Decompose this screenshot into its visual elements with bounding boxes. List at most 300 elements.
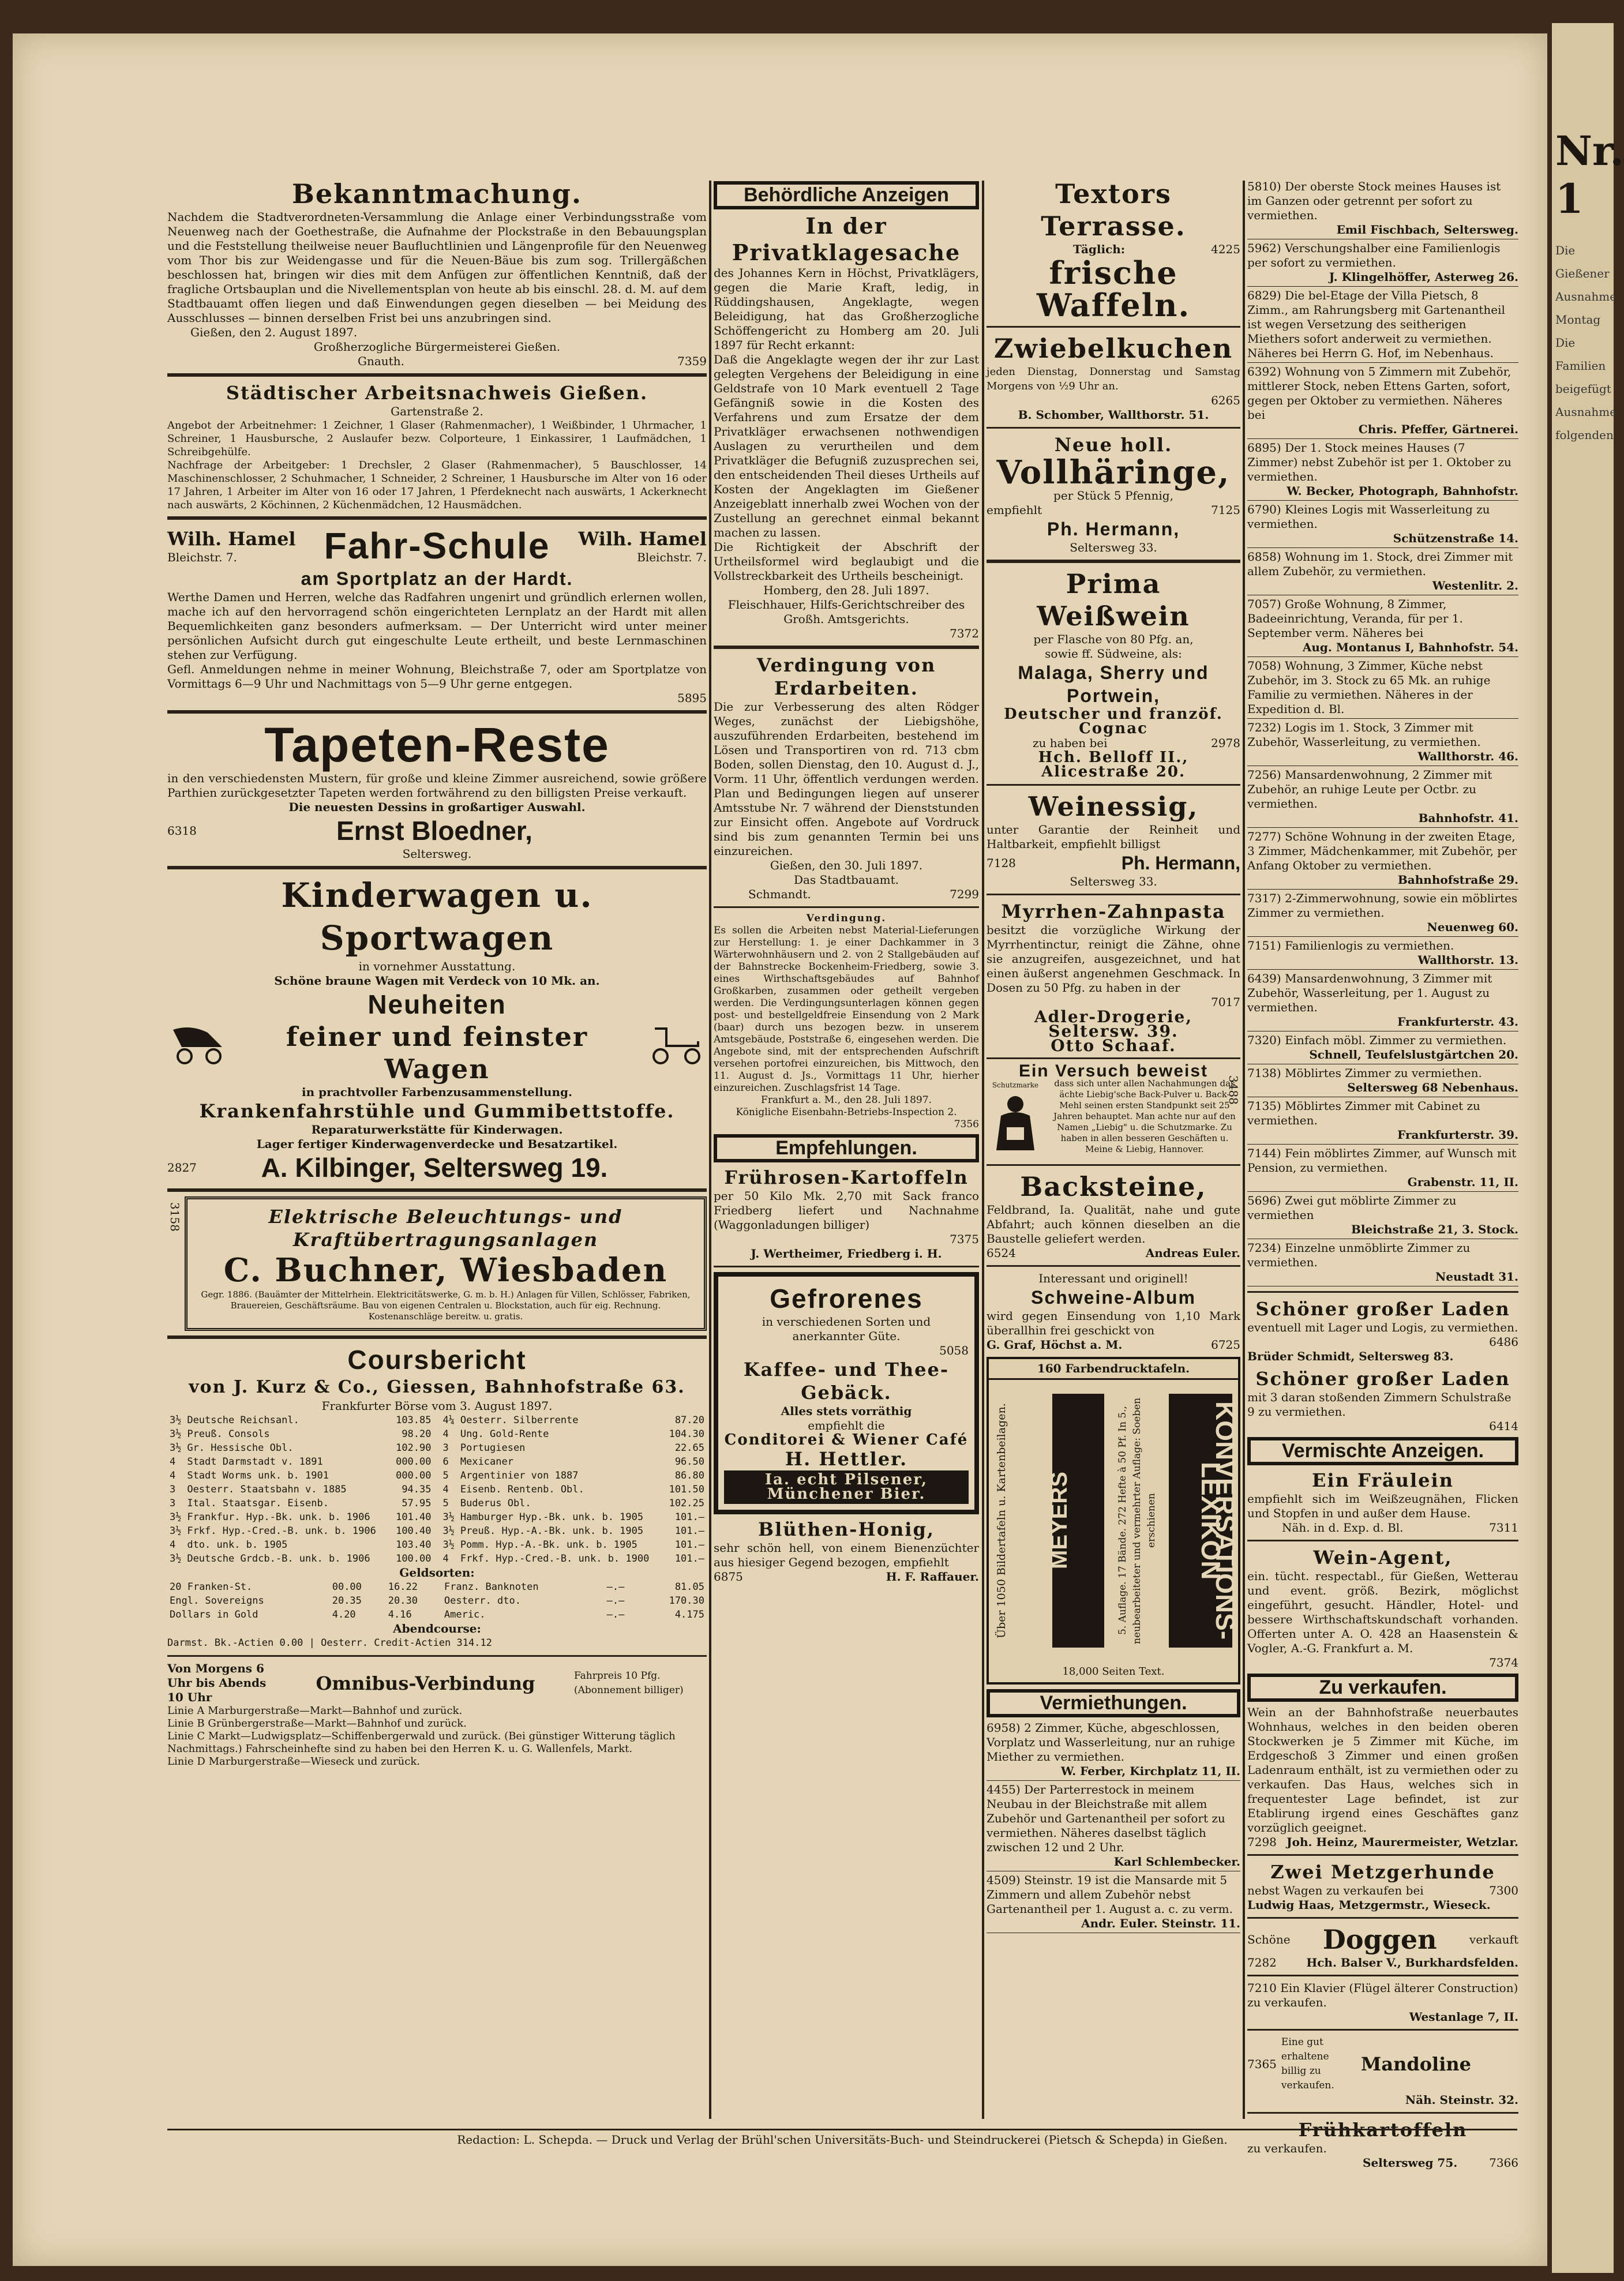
address: Seltersweg 33. bbox=[1070, 875, 1157, 888]
divider bbox=[167, 1188, 707, 1192]
address: Näh. Steinstr. 32. bbox=[1405, 2093, 1518, 2107]
lexikon-side: Über 1050 Bildertafeln u. Kartenbeilagen. bbox=[995, 1403, 1008, 1638]
ad-number: 7375 bbox=[950, 1232, 979, 1246]
rental-contact: Bahnhofstr. 41. bbox=[1418, 811, 1518, 825]
line2: sowie ff. Südweine, als: bbox=[1045, 647, 1182, 661]
divider bbox=[987, 894, 1240, 895]
ad-number: 6790) bbox=[1247, 502, 1285, 516]
rate-percent: 20 Franken-St. bbox=[170, 1581, 253, 1593]
rental-contact: Westenlitr. 2. bbox=[1432, 579, 1518, 592]
price: per Stück 5 Pfennig, bbox=[1053, 489, 1173, 502]
line1: Eine gut erhaltene billig zu verkaufen. bbox=[1281, 2036, 1334, 2091]
rate-value: 102.90 bbox=[396, 1442, 432, 1454]
rate-row bbox=[167, 1483, 434, 1496]
divider bbox=[1247, 936, 1518, 937]
rental-ad bbox=[1247, 1033, 1518, 1062]
line6: Ia. echt Pilsener, Münchener Bier. bbox=[724, 1470, 969, 1504]
label: Schutzmarke bbox=[992, 1081, 1039, 1089]
rate-security: Stadt Darmstadt v. 1891 bbox=[187, 1456, 323, 1468]
ad-number: 7282 bbox=[1247, 1956, 1277, 1969]
rental-text: Der Parterrestock in meinem Neubau in der Bleichstraße mit allem Zubehör und Gartenantheil per sofort zu vermiethen. Näheres daselbst täglich zwischen 12 und 2 Uhr. bbox=[987, 1783, 1225, 1854]
heading: Tapeten-Reste bbox=[264, 718, 610, 772]
heading: Doggen bbox=[1322, 1924, 1437, 1955]
rate-percent: 3½ bbox=[170, 1511, 182, 1523]
rate-row bbox=[167, 1510, 434, 1524]
rental-ad bbox=[1247, 1194, 1518, 1237]
rate-row bbox=[441, 1524, 707, 1538]
rate-row bbox=[167, 1580, 707, 1594]
divider bbox=[1247, 1540, 1518, 1541]
abend: Darmst. Bk.-Actien 0.00 | Oesterr. Credit-Actien 314.12 bbox=[167, 1637, 492, 1649]
body2: Daß die Angeklagte wegen der ihr zur Last gelegten Vergehens der Beleidigung in eine Geldstrafe von 10 Mark eventuell 2 Tage Gefängniß sowie in die Kosten des Verfahrens und zum Ersatze der dem Privatkläger erwachsenen nothwendigen Auslagen zu verurtheilen und dem Privatkläger die Befugniß zuzusprechen sei, den entscheidenden Theil dieses Urtheils auf Kosten der Angeklagten im Gießener Anzeigeblatt innerhalb zwei Wochen von der Zustellung an gerechnet einmal bekannt machen zu lassen. bbox=[714, 352, 979, 539]
rates-table-left bbox=[167, 1413, 434, 1566]
ad-number: 7017 bbox=[1211, 995, 1240, 1009]
name: Schmandt. bbox=[748, 887, 811, 901]
rate-percent: 4 bbox=[442, 1428, 449, 1440]
rental-text: Mansardenwohnung, 3 Zimmer mit Zubehör, Wasserleitung, per 1. August zu vermiethen. bbox=[1247, 971, 1492, 1014]
times: Von Morgens 6 Uhr bis Abends 10 Uhr bbox=[167, 1661, 267, 1704]
ad-number: 7128 bbox=[987, 856, 1016, 870]
rental-ad bbox=[1247, 550, 1518, 593]
pram-icon bbox=[167, 1024, 231, 1064]
divider bbox=[714, 906, 979, 908]
body: besitzt die vorzügliche Wirkung der Myrrhentinctur, reinigt die Zähne, ohne sie anzugreifen, ausgezeichnet, und hat einen äußerst angenehmen Geschmack. In Dosen zu 50 Pfg. zu haben in der bbox=[987, 923, 1240, 995]
divider bbox=[714, 1266, 979, 1267]
column-rule bbox=[709, 181, 711, 2119]
divider bbox=[167, 516, 707, 520]
rental-text: Mansardenwohnung, 2 Zimmer mit Zubehör, an ruhige Leute per Octbr. zu vermiethen. bbox=[1247, 768, 1492, 811]
daily: Täglich: bbox=[1073, 242, 1126, 256]
erdarbeiten bbox=[714, 654, 979, 902]
rate-security: —.— bbox=[606, 1581, 625, 1593]
subheading: Frankfurter Börse vom 3. August 1897. bbox=[321, 1399, 553, 1413]
ad-number: 7058) bbox=[1247, 659, 1285, 673]
divider bbox=[1247, 1291, 1518, 1293]
ad-number: 6318 bbox=[167, 823, 197, 838]
rental-ad bbox=[1247, 1099, 1518, 1142]
ad-number: 7311 bbox=[1489, 1521, 1518, 1535]
line6: Reparaturwerkstätte für Kinderwagen. bbox=[311, 1123, 563, 1136]
rate-security: Ital. Staatsgar. Eisenb. bbox=[187, 1498, 329, 1509]
divider bbox=[987, 326, 1240, 328]
rental-ad bbox=[1247, 241, 1518, 284]
rental-text: Logis im 1. Stock, 3 Zimmer mit Zubehör, Wasserleitung, zu vermiethen. bbox=[1247, 721, 1481, 749]
rental-text: Möblirtes Zimmer mit Cabinet zu vermiethen. bbox=[1247, 1099, 1480, 1127]
name: G. Graf, Höchst a. M. bbox=[987, 1338, 1123, 1352]
rental-ad bbox=[1247, 365, 1518, 437]
line2: Kraftübertragungsanlagen bbox=[292, 1229, 599, 1251]
rate-row bbox=[441, 1441, 707, 1455]
section-header: Empfehlungen. bbox=[714, 1134, 979, 1162]
rate-value: 102.25 bbox=[669, 1498, 704, 1509]
body: mit 3 daran stoßenden Zimmern Schulstraße 9 zu vermiethen. bbox=[1247, 1390, 1512, 1419]
ad-number: 6875 bbox=[714, 1570, 743, 1584]
rate-value: 57.95 bbox=[402, 1498, 432, 1509]
omnibus-lines bbox=[167, 1705, 707, 1768]
rate-value: 101.40 bbox=[396, 1511, 432, 1523]
name: Hch. Belloff II., Alicestraße 20. bbox=[1038, 749, 1189, 781]
heading: Schöner großer Laden bbox=[1255, 1368, 1510, 1390]
rental-text: Der 1. Stock meines Hauses (7 Zimmer) nebst Zubehör ist per 1. Oktober zu vermiethen. bbox=[1247, 441, 1512, 483]
ad-number: 7256) bbox=[1247, 768, 1285, 782]
rental-ad bbox=[1247, 768, 1518, 826]
name: H. Hettler. bbox=[785, 1448, 908, 1470]
body3: Die Richtigkeit der Abschrift der Urtheilsformel wird beglaubigt und die Vollstreckbarkeit des Urtheils bescheinigt. bbox=[714, 540, 979, 583]
rate-security: Oesterr. dto. bbox=[444, 1595, 521, 1607]
body: eventuell mit Lager und Logis, zu vermiethen. bbox=[1247, 1320, 1518, 1334]
rate-row bbox=[167, 1552, 434, 1566]
body: dass sich unter allen Nachahmungen das ächte Liebig'sche Back-Pulver u. Back-Mehl seinen ersten Standpunkt seit 25 Jahren behauptet. Man achte nur auf den Namen „Liebig" u. die Schutzmarke. Zu haben in allen besseren Geschäften u. Meine & Liebig, Hannover. bbox=[1053, 1078, 1236, 1154]
line: Die neuesten Dessins in großartiger Auswahl. bbox=[288, 800, 586, 814]
weinagent-ad bbox=[1247, 1546, 1518, 1670]
adjacent-page-line: Ausnahme bbox=[1555, 405, 1617, 419]
ad-number: 7151) bbox=[1247, 939, 1285, 952]
ad-number: 7320) bbox=[1247, 1033, 1285, 1047]
weisswein-ad bbox=[987, 568, 1240, 779]
rate-value: 103.40 bbox=[396, 1539, 432, 1551]
rental-contact: Wallthorstr. 13. bbox=[1417, 953, 1518, 967]
rate-security: 4.20 bbox=[332, 1609, 356, 1620]
body: Nachdem die Stadtverordneten-Versammlung die Anlage einer Verbindungsstraße vom Neuenweg nach der Goethestraße, die Aufnahme der Plockstraße in den Bebauungsplan und die Feststellung theilweise neuer Baufluchtlinien und Längenprofile für den Neuenweg vom Thor bis zur Weidengasse und für die Neuen-Bäue bis zum sog. Trillergäßchen beschlossen hat, bringen wir dies mit dem Anfügen zur öffentlichen Kenntniß, daß der fragliche Ortsbauplan und die Nivellementsplan von heute ab bis einschl. 28. d. M. auf dem Stadtbauamt offen liegen und daß Einwendungen gegen dieselben — bei Meidung des Ausschlusses — binnen derselben Frist bei uns anzubringen sind. bbox=[167, 210, 707, 325]
rate-security: Frkf. Hyp.-Cred.-B. unk. b. 1900 bbox=[460, 1553, 650, 1565]
heading: Schöner großer Laden bbox=[1255, 1298, 1510, 1320]
heading: Schweine-Album bbox=[1031, 1287, 1196, 1308]
rate-row bbox=[441, 1552, 707, 1566]
heading: Kinderwagen u. Sportwagen bbox=[281, 876, 593, 958]
sportwagen-icon bbox=[643, 1024, 707, 1064]
divider bbox=[987, 1164, 1240, 1166]
rate-security: Stadt Worms unk. b. 1901 bbox=[187, 1470, 329, 1481]
section-header: Vermiethungen. bbox=[987, 1689, 1240, 1717]
name: B. Schomber, Wallthorstr. 51. bbox=[1018, 408, 1209, 422]
rental-contact: Wallthorstr. 46. bbox=[1417, 749, 1518, 763]
ad-number: 6414 bbox=[1489, 1419, 1518, 1433]
ad-number: 6858) bbox=[1247, 550, 1285, 564]
lexikon-ad bbox=[987, 1357, 1240, 1685]
body: des Johannes Kern in Höchst, Privatklägers, gegen die Marie Kraft, ledig, in Rüddingshausen, Angeklagte, wegen Beleidigung, hat das Großherzogliche Schöffengericht zu Homberg am 20. Juli 1897 für Recht erkannt: bbox=[714, 266, 979, 352]
body: Wein an der Bahnhofstraße neuerbautes Wohnhaus, welches in den beiden oberen Stockwerken je 5 Zimmer mit Küche, im Erdgeschoß 3 Zimmer und einen großen Ladenraum enthält, ist zu vermiethen oder zu verkaufen. Das Haus, welches sich in frequentester Lage befindet, ist zur Etablirung irgend eines Geschäftes ganz vorzüglich geeignet. bbox=[1247, 1705, 1518, 1834]
ad-number: 5962) bbox=[1247, 241, 1285, 255]
line1: per Flasche von 80 Pfg. an, bbox=[1033, 632, 1194, 646]
rental-ad bbox=[1247, 721, 1518, 764]
rate-security: Oesterr. Silberrente bbox=[460, 1415, 579, 1426]
mandoline-ad bbox=[1247, 2035, 1518, 2107]
ad-number: 7057) bbox=[1247, 597, 1285, 611]
rate-row bbox=[441, 1469, 707, 1483]
body: sehr schön hell, von einem Bienenzüchter aus hiesiger Gegend bezogen, empfiehlt bbox=[714, 1541, 979, 1569]
rental-ad bbox=[1247, 659, 1518, 716]
rental-text: Familienlogis zu vermiethen. bbox=[1285, 939, 1454, 952]
adjacent-page-edge bbox=[1552, 23, 1624, 2273]
heading: Ein Versuch beweist bbox=[1018, 1061, 1209, 1081]
heading: Myrrhen-Zahnpasta bbox=[1001, 901, 1226, 922]
rate-row bbox=[167, 1427, 434, 1441]
rate-value: 100.40 bbox=[396, 1525, 432, 1537]
line1: Neue holl. bbox=[1054, 434, 1173, 456]
divider bbox=[1247, 718, 1518, 719]
doggen-ad bbox=[1247, 1923, 1518, 1970]
rental-ad bbox=[1247, 1146, 1518, 1190]
rate-value: 98.20 bbox=[402, 1428, 432, 1440]
gefrorenes-ad bbox=[714, 1272, 979, 1514]
myrrhen-ad bbox=[987, 900, 1240, 1053]
body: Es sollen die Arbeiten nebst Material-Lieferungen zur Herstellung: 1. je einer Dachkammer in 3 Wärterwohnhäusern und 2. von 2 Stallgebäuden auf der Bahnstrecke Bockenheim-Friedberg, sowie 3. eines Wirthschaftsgebäudes auf Bahnhof Großkarben, zusammen oder getheilt vergeben werden. Die Verdingungsunterlagen können gegen post- und bestellgeldfreie Einsendung von 2 Mark (baar) durch uns bezogen bezw. in unserem Amtsgebäude, Poststraße 6, eingesehen werden. Die Angebote sind, mit der entsprechenden Aufschrift versehen portofrei einzureichen, bis Mittwoch, den 11. August d. Js., Vormittags 11 Uhr, hierher einzureichen. Zuschlagsfrist 14 Tage. bbox=[714, 925, 979, 1094]
address: Näh. in d. Exp. d. Bl. bbox=[1282, 1521, 1404, 1535]
rental-contact: Bleichstraße 21, 3. Stock. bbox=[1351, 1222, 1518, 1236]
heading: Frührosen-Kartoffeln bbox=[724, 1166, 969, 1188]
side-number: 3488 bbox=[1227, 1075, 1240, 1105]
lexikon-foot: 18,000 Seiten Text. bbox=[1062, 1665, 1165, 1678]
line2: verkauft bbox=[1469, 1932, 1518, 1946]
divider bbox=[1247, 1144, 1518, 1145]
ad-number: 6829) bbox=[1247, 288, 1285, 302]
ad-number: 7374 bbox=[1489, 1656, 1518, 1670]
line: frische Waffeln. bbox=[1036, 254, 1191, 324]
rental-contact: Schützenstraße 14. bbox=[1393, 531, 1518, 545]
name: Ph. Hermann, bbox=[1047, 519, 1180, 539]
heading: Verdingung von Erdarbeiten. bbox=[756, 654, 936, 699]
ad-number: 5810) bbox=[1247, 179, 1285, 193]
fare: Fahrpreis 10 Pfg. (Abonnement billiger) bbox=[573, 1670, 684, 1696]
divider bbox=[1247, 1917, 1518, 1919]
name: J. Wertheimer, Friedberg i. H. bbox=[751, 1247, 942, 1260]
rate-security: Gr. Hessische Obl. bbox=[187, 1442, 294, 1454]
rate-value: 101.— bbox=[674, 1553, 704, 1565]
heading: Zwiebelkuchen bbox=[993, 333, 1233, 364]
small-print: Gegr. 1886. (Bauämter der Mittelrhein. Elektricitätswerke, G. m. b. H.) Anlagen für Villen, Schlösser, Fabriken, Brauereien, Geschäftsräume. Bau von eigenen Centralen u. Blockstation, auch für eig. Rechnung. Kostenanschläge bereitw. u. gratis. bbox=[201, 1289, 691, 1322]
ad-number: 7234) bbox=[1247, 1241, 1285, 1255]
rental-ad bbox=[1247, 597, 1518, 655]
rate-row bbox=[441, 1427, 707, 1441]
adjacent-page-line: beigefügt bbox=[1555, 382, 1611, 396]
adjacent-page-line: Ausnahme bbox=[1555, 290, 1617, 303]
rental-contact: Bahnhofstraße 29. bbox=[1397, 873, 1518, 887]
rate-value: 81.05 bbox=[674, 1581, 704, 1593]
signer: Das Stadtbauamt. bbox=[794, 873, 899, 887]
divider bbox=[167, 1655, 707, 1657]
backsteine-ad bbox=[987, 1170, 1240, 1260]
column-4 bbox=[1247, 178, 1518, 2174]
rental-contact: Frankfurterstr. 39. bbox=[1397, 1128, 1518, 1142]
line7: Lager fertiger Kinderwagenverdecke und Besatzartikel. bbox=[256, 1137, 618, 1151]
omnibus-line: Linie C Markt—Ludwigsplatz—Schiffenbergerwald und zurück. (Bei günstiger Witterung täglich Nachmittags.) Fahrscheinhefte sind zu haben bei den Herren K. u. G. Wallenfels, Markt. bbox=[167, 1730, 676, 1755]
rate-percent: 4¼ bbox=[442, 1415, 455, 1426]
divider bbox=[987, 1780, 1240, 1781]
body: nebst Wagen zu verkaufen bei bbox=[1247, 1884, 1424, 1897]
line3: Malaga, Sherry und Portwein, bbox=[1018, 662, 1209, 706]
divider bbox=[167, 866, 707, 869]
omnibus-line: Linie A Marburgerstraße—Markt—Bahnhof und zurück. bbox=[167, 1705, 463, 1717]
divider bbox=[987, 1265, 1240, 1267]
line5: Krankenfahrstühle und Gummibettstoffe. bbox=[199, 1100, 675, 1122]
rate-value: 100.00 bbox=[396, 1553, 432, 1565]
divider bbox=[1247, 969, 1518, 970]
rate-row bbox=[441, 1483, 707, 1496]
rate-row bbox=[441, 1413, 707, 1427]
geld-heading: Geldsorten: bbox=[399, 1566, 475, 1580]
body: Die zur Verbesserung des alten Rödger Weges, zunächst der Liebigshöhe, auszuführenden Erdarbeiten, bestehend im Lösen und Transportiren von rd. 713 cbm Boden, sollen Dienstag, den 10. August d. J., Vorm. 11 Uhr, öffentlich verdungen werden. Plan und Bedingungen liegen auf unserer Amtsstube Nr. 7 während der Dienststunden zur Einsicht offen. Angebote auf Vordruck sind bis zum genannten Termin bei uns einzureichen. bbox=[714, 700, 979, 858]
rental-ad bbox=[1247, 288, 1518, 361]
rate-percent: 5 bbox=[442, 1470, 449, 1481]
fahrschule-ad bbox=[167, 524, 707, 706]
rental-text: Einzelne unmöblirte Zimmer zu vermiethen. bbox=[1247, 1241, 1471, 1269]
rental-text: Wohnung von 5 Zimmern mit Zubehör, mittlerer Stock, neben Ettens Garten, sofort, gegen per Oktober zu vermiethen. Näheres bei bbox=[1247, 365, 1512, 422]
rental-contact: Aug. Montanus I, Bahnhofstr. 54. bbox=[1302, 640, 1518, 654]
ad-number: 6725 bbox=[1211, 1338, 1240, 1352]
name: Hch. Balser V., Burkhardsfelden. bbox=[1306, 1956, 1518, 1969]
rental-text: 2-Zimmerwohnung, sowie ein möblirtes Zimmer zu vermiethen. bbox=[1247, 891, 1518, 920]
rental-text: Die bel-Etage der Villa Pietsch, 8 Zimm., am Rahrungsberg mit Gartenantheil ist wegen Versetzung des seitherigen Miethers sofort anderweit zu vermiethen. Näheres bei Herrn G. Hof, im Nebenhaus. bbox=[1247, 288, 1505, 360]
rental-ad bbox=[1247, 971, 1518, 1029]
rental-text: Der oberste Stock meines Hauses ist im Ganzen oder getrennt per sofort zu vermiethen. bbox=[1247, 179, 1501, 222]
ad-number: 7366 bbox=[1489, 2156, 1518, 2170]
rate-percent: 3½ bbox=[170, 1442, 182, 1454]
rental-contact: W. Ferber, Kirchplatz 11, II. bbox=[1060, 1764, 1240, 1778]
empf: empfiehlt bbox=[987, 503, 1042, 517]
rate-value: 103.85 bbox=[396, 1415, 432, 1426]
rate-security: dto. unk. b. 1905 bbox=[187, 1539, 288, 1551]
name: Gnauth. bbox=[358, 354, 404, 368]
rate-percent: 5 bbox=[442, 1498, 449, 1509]
line4: Deutscher und franzöf. Cognac bbox=[1004, 706, 1223, 737]
divider bbox=[1247, 1975, 1518, 1976]
date: Homberg, den 28. Juli 1897. bbox=[763, 583, 929, 597]
name: Ludwig Haas, Metzgermstr., Wieseck. bbox=[1247, 1898, 1491, 1912]
verdingung bbox=[714, 913, 979, 1131]
heading: Backsteine, bbox=[1020, 1171, 1207, 1202]
ad-number: 7299 bbox=[950, 887, 979, 901]
ad-number: 7144) bbox=[1247, 1146, 1285, 1160]
imprint-footer: Redaction: L. Schepda. — Druck und Verlag der Brühl'schen Universitäts-Buch- und Steindruckerei (Pietsch & Schepda) in Gießen. bbox=[167, 2129, 1517, 2147]
laden-ad bbox=[1247, 1297, 1518, 1364]
date: Frankfurt a. M., den 28. Juli 1897. bbox=[761, 1094, 932, 1106]
rental-contact: Andr. Euler. Steinstr. 11. bbox=[1081, 1916, 1240, 1930]
ad-number: 7298 bbox=[1247, 1835, 1277, 1849]
divider bbox=[1247, 1191, 1518, 1192]
divider bbox=[1247, 1854, 1518, 1856]
line3: feiner und feinster Wagen bbox=[286, 1021, 588, 1085]
address: Seltersweg 75. bbox=[1363, 2156, 1458, 2170]
divider bbox=[987, 1057, 1240, 1059]
rate-percent: 4 bbox=[442, 1484, 449, 1495]
adjacent-page-number: Nr. 1 bbox=[1555, 127, 1624, 223]
fraeulein-ad bbox=[1247, 1469, 1518, 1535]
ad-number: 7356 bbox=[954, 1119, 979, 1130]
rental-contact: Emil Fischbach, Seltersweg. bbox=[1336, 223, 1518, 237]
lexikon-meyers: MEYERS bbox=[1052, 1394, 1104, 1648]
rate-value: 94.35 bbox=[402, 1484, 432, 1495]
body: jeden Dienstag, Donnerstag und Samstag Morgens von ½9 Uhr an. bbox=[987, 366, 1240, 392]
column-rule bbox=[982, 181, 984, 2119]
ad-number: 7232) bbox=[1247, 721, 1285, 734]
rate-security: Preuß. Consols bbox=[187, 1428, 270, 1440]
adjacent-page-line: folgenden bbox=[1555, 428, 1614, 442]
rate-row bbox=[167, 1441, 434, 1455]
ad-number: 6439) bbox=[1247, 971, 1285, 985]
ad-number: 2827 bbox=[167, 1160, 197, 1175]
ad-number: 7277) bbox=[1247, 830, 1285, 843]
lexikon-details: 5. Auflage. 17 Bände. 272 Hefte à 50 Pf. In 5., neubearbeiteter und vermehrter Auflage: Soeben erschienen bbox=[1117, 1397, 1157, 1644]
column-1 bbox=[167, 178, 707, 1772]
omnibus-line: Linie D Marburgerstraße—Wieseck und zurück. bbox=[167, 1755, 420, 1768]
nachfrage: Nachfrage der Arbeitgeber: 1 Drechsler, 2 Glaser (Rahmenmacher), 5 Bauschlosser, 14 Maschinenschlosser, 2 Schuhmacher, 1 Schneider, 2 Schreiner, 1 Hausbursche im Alter von 16 oder 17 Jahren, 1 Arbeiter im Alter von 16 oder 17 Jahren, 1 Pferdeknecht nach auswärts, 1 Ackerknecht nach auswärts, 2 Köchinnen, 2 Küchenmädchen, 12 Hausmädchen. bbox=[167, 459, 707, 511]
rate-security: Buderus Obl. bbox=[460, 1498, 531, 1509]
rate-value: 104.30 bbox=[669, 1428, 704, 1440]
rate-value: 4.175 bbox=[674, 1609, 704, 1620]
klavier-ad bbox=[1247, 1981, 1518, 2024]
rate-row bbox=[441, 1455, 707, 1469]
name: C. Buchner, Wiesbaden bbox=[223, 1251, 668, 1289]
rate-percent: 3 bbox=[170, 1498, 176, 1509]
rate-security: Frankfur. Hyp.-Bk. unk. b. 1906 bbox=[187, 1511, 370, 1523]
rental-contact: W. Becker, Photograph, Bahnhofstr. bbox=[1287, 484, 1518, 498]
heading: Zwei Metzgerhunde bbox=[1270, 1861, 1495, 1883]
omnibus-ad bbox=[167, 1661, 707, 1768]
body: Ein Klavier (Flügel älterer Construction) zu verkaufen. bbox=[1247, 1981, 1518, 2009]
lexikon-head: 160 Farbendrucktafeln. bbox=[989, 1359, 1238, 1380]
rate-percent: 3½ bbox=[170, 1525, 182, 1537]
rental-text: Zwei gut möblirte Zimmer zu vermiethen bbox=[1247, 1194, 1457, 1222]
name: Westanlage 7, II. bbox=[1409, 2010, 1518, 2024]
adjacent-page-text bbox=[1552, 234, 1617, 451]
abend-heading: Abendcourse: bbox=[393, 1622, 481, 1635]
rate-value: 000.00 bbox=[396, 1456, 432, 1468]
rate-percent: 4 bbox=[170, 1456, 176, 1468]
rental-contact: Schnell, Teufelslustgärtchen 20. bbox=[1309, 1048, 1518, 1061]
ad-number: 7300 bbox=[1489, 1884, 1518, 1897]
name: Joh. Heinz, Maurermeister, Wetzlar. bbox=[1287, 1835, 1518, 1849]
body: in den verschiedensten Mustern, für große und kleine Zimmer ausreichend, sowie größere Parthien zurückgesetzter Tapeten werden fortwährend zu den billigsten Preise verkauft. bbox=[167, 771, 707, 800]
ad-number: 7372 bbox=[950, 626, 979, 640]
divider bbox=[714, 646, 979, 649]
name: H. F. Raffauer. bbox=[886, 1570, 979, 1584]
ad-number: 4509) bbox=[987, 1873, 1025, 1887]
versuch-ad bbox=[987, 1061, 1240, 1160]
rental-text: Fein möblirtes Zimmer, auf Wunsch mit Pension, zu vermiethen. bbox=[1247, 1146, 1517, 1175]
rate-security: Argentinier von 1887 bbox=[460, 1470, 579, 1481]
divider bbox=[167, 373, 707, 377]
rate-percent: Dollars in Gold bbox=[170, 1609, 258, 1620]
rate-security: —.— bbox=[606, 1595, 625, 1607]
ad-number: 7125 bbox=[1211, 503, 1240, 517]
ad-number: 7210 bbox=[1247, 1981, 1277, 1995]
bekanntmachung bbox=[167, 178, 707, 369]
omnibus-line: Linie B Grünbergerstraße—Markt—Bahnhof und zurück. bbox=[167, 1717, 467, 1729]
ad-number: 7138) bbox=[1247, 1066, 1285, 1080]
ad-number: 5058 bbox=[939, 1344, 969, 1357]
rental-text: Einfach möbl. Zimmer zu vermiethen. bbox=[1285, 1033, 1507, 1047]
name: Adler-Drogerie, Seltersw. 39. bbox=[1034, 1007, 1193, 1041]
heading: Bekanntmachung. bbox=[292, 178, 582, 209]
rate-row bbox=[167, 1413, 434, 1427]
heading: Prima Weißwein bbox=[1037, 568, 1190, 632]
neuheiten: Neuheiten bbox=[367, 989, 507, 1019]
rate-percent: Engl. Sovereigns bbox=[170, 1595, 264, 1607]
ad-number: 4225 bbox=[1211, 242, 1240, 256]
heading: Textors Terrasse. bbox=[1041, 178, 1186, 242]
privatklage bbox=[714, 213, 979, 641]
ad-number: 7317) bbox=[1247, 891, 1285, 905]
rate-percent: 3½ bbox=[170, 1415, 182, 1426]
divider bbox=[1247, 889, 1518, 890]
ad-number: 6265 bbox=[1211, 393, 1240, 407]
divider bbox=[1247, 2029, 1518, 2031]
honig-ad bbox=[714, 1518, 979, 1584]
rate-security: Ung. Gold-Rente bbox=[460, 1428, 549, 1440]
haeringe-ad bbox=[987, 433, 1240, 555]
line2: Schöne braune Wagen mit Verdeck von 10 Mk. an. bbox=[274, 974, 600, 988]
name: A. Kilbinger, Seltersweg 19. bbox=[261, 1153, 608, 1183]
